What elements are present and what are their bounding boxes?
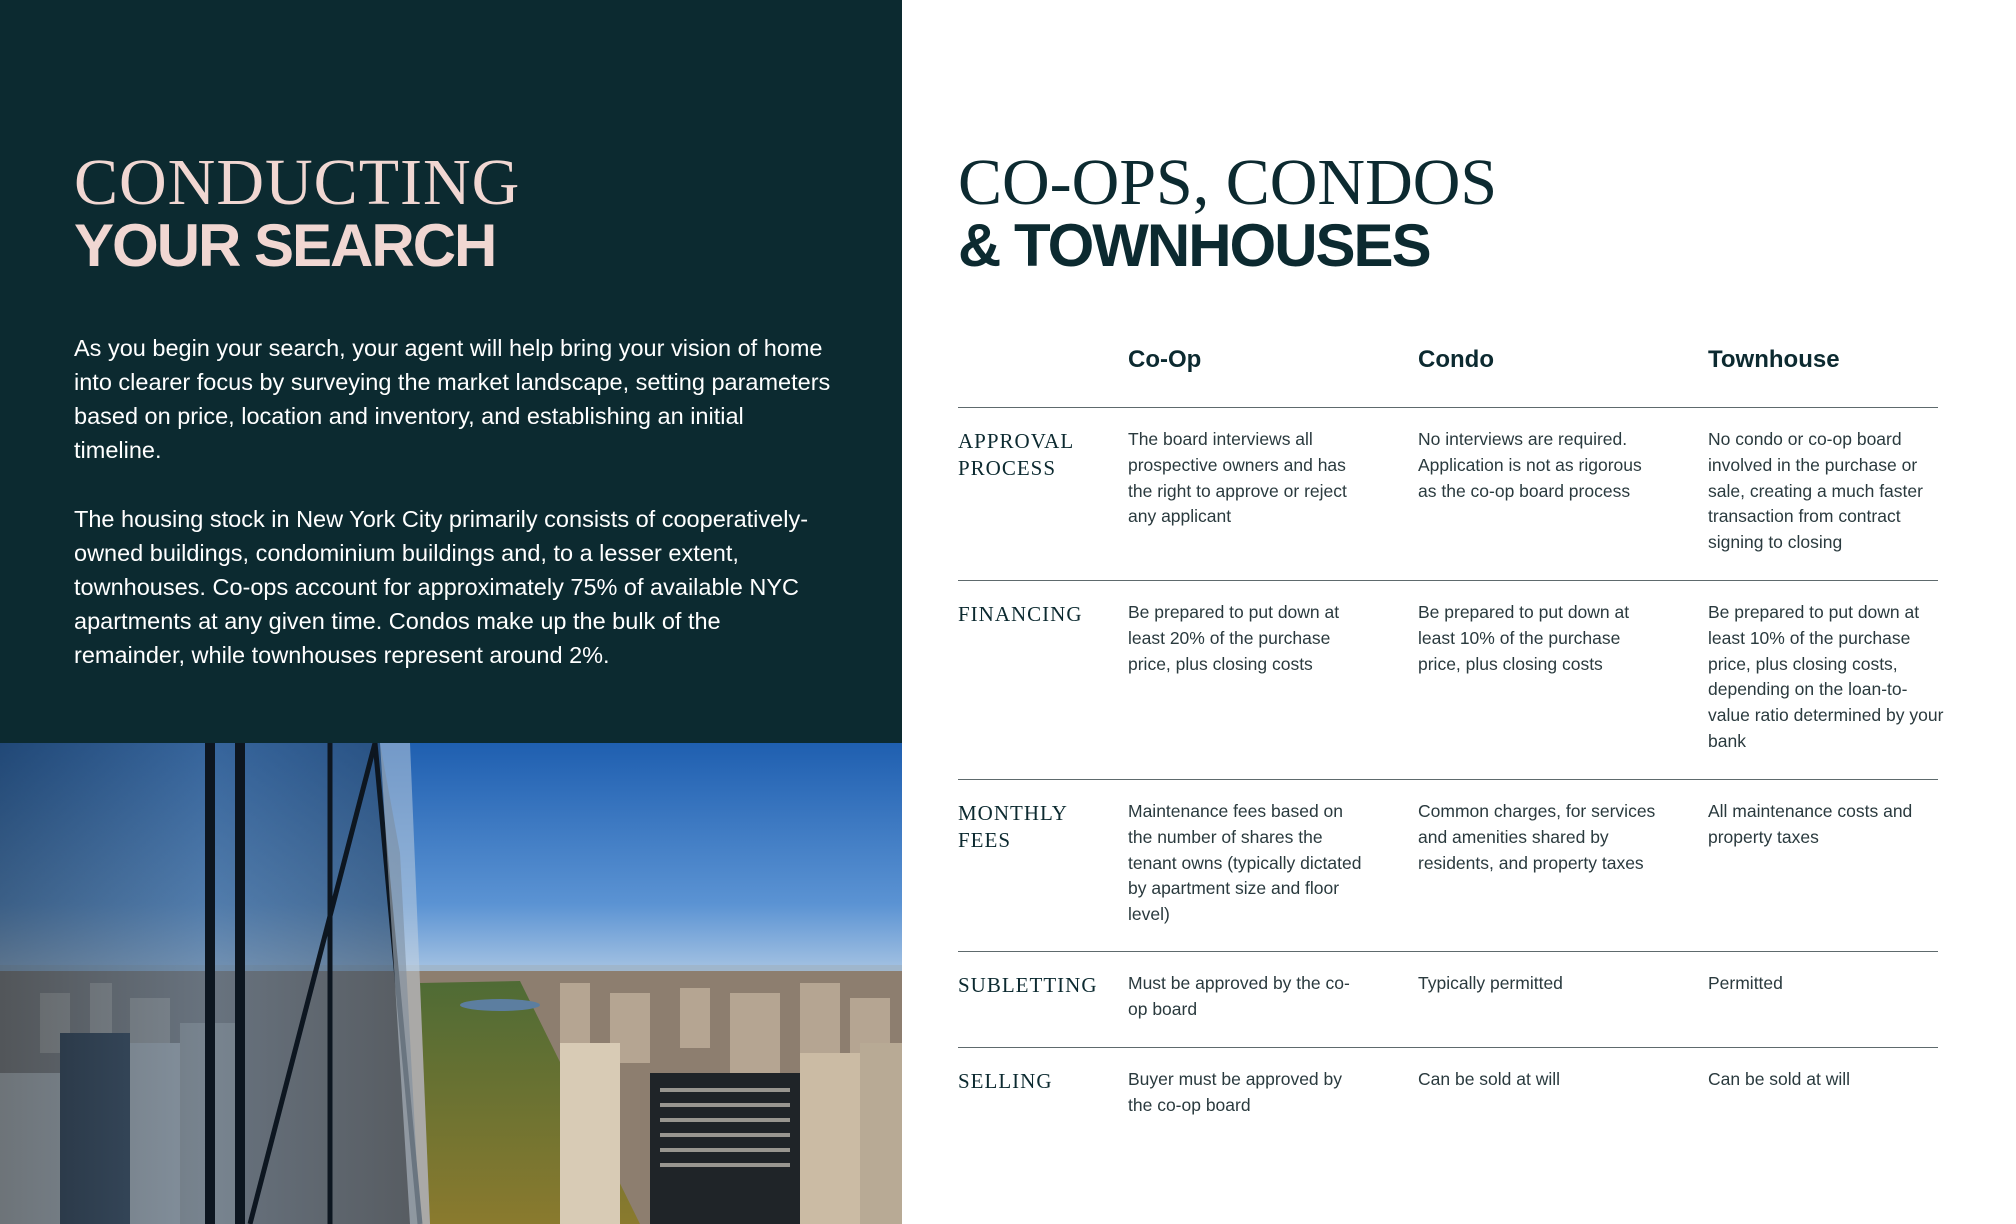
- table-cell: The board interviews all prospective owners and has the right to approve or reject any applicant: [1128, 429, 1347, 527]
- intro-paragraph-1: As you begin your search, your agent will help bring your vision of home into clearer focus by surveying the market landscape, setting parameters based on price, location and inventory, and establishing an initial timeline.: [74, 335, 831, 463]
- intro-paragraph-2: The housing stock in New York City primarily consists of cooperatively-owned buildings, condominium buildings and, to a lesser extent, townhouses. Co-ops account for approximately 75% of available NYC apartments at any given time. Condos make up the bulk of the remainder, while townhouses represent around 2%.: [74, 506, 809, 668]
- table-cell: No condo or co-op board involved in the purchase or sale, creating a much faster transaction from contract signing to closing: [1708, 429, 1923, 553]
- row-label-approval-process: APPROVAL PROCESS: [958, 429, 1074, 480]
- table-cell: Typically permitted: [1418, 973, 1563, 993]
- table-divider: [958, 580, 1938, 581]
- table-cell: Common charges, for services and amenities shared by residents, and property taxes: [1418, 801, 1656, 873]
- column-header-coop: Co-Op: [1128, 346, 1202, 373]
- table-cell: Be prepared to put down at least 10% of the purchase price, plus closing costs, depending on the loan-to-value ratio determined by your bank: [1708, 602, 1944, 751]
- comparison-title-line1: CO-OPS, CONDOS: [958, 146, 1498, 219]
- intro-panel: [0, 0, 902, 743]
- row-label-subletting: SUBLETTING: [958, 973, 1098, 997]
- table-cell: Permitted: [1708, 973, 1783, 993]
- city-skyline-photo: [0, 743, 902, 1224]
- table-cell: Can be sold at will: [1708, 1069, 1851, 1089]
- column-header-townhouse: Townhouse: [1708, 346, 1840, 373]
- table-divider: [958, 1047, 1938, 1048]
- section-title-line2: YOUR SEARCH: [74, 212, 496, 279]
- row-label-selling: SELLING: [958, 1069, 1053, 1093]
- section-title-line1: CONDUCTING: [74, 146, 521, 219]
- table-divider: [958, 407, 1938, 408]
- table-divider: [958, 951, 1938, 952]
- table-cell: Be prepared to put down at least 10% of the purchase price, plus closing costs: [1418, 602, 1630, 674]
- table-cell: Maintenance fees based on the number of shares the tenant owns (typically dictated by apartment size and floor level): [1128, 801, 1362, 925]
- table-cell: Buyer must be approved by the co-op board: [1128, 1069, 1343, 1115]
- table-cell: Can be sold at will: [1418, 1069, 1561, 1089]
- column-header-condo: Condo: [1418, 346, 1494, 373]
- comparison-title-line2: & TOWNHOUSES: [958, 212, 1430, 279]
- table-divider: [958, 779, 1938, 780]
- row-label-monthly-fees: MONTHLY FEES: [958, 801, 1068, 852]
- table-cell: No interviews are required. Application is not as rigorous as the co-op board process: [1418, 429, 1642, 501]
- table-cell: All maintenance costs and property taxes: [1708, 801, 1913, 847]
- table-cell: Must be approved by the co-op board: [1128, 973, 1350, 1019]
- table-cell: Be prepared to put down at least 20% of the purchase price, plus closing costs: [1128, 602, 1340, 674]
- row-label-financing: FINANCING: [958, 602, 1083, 626]
